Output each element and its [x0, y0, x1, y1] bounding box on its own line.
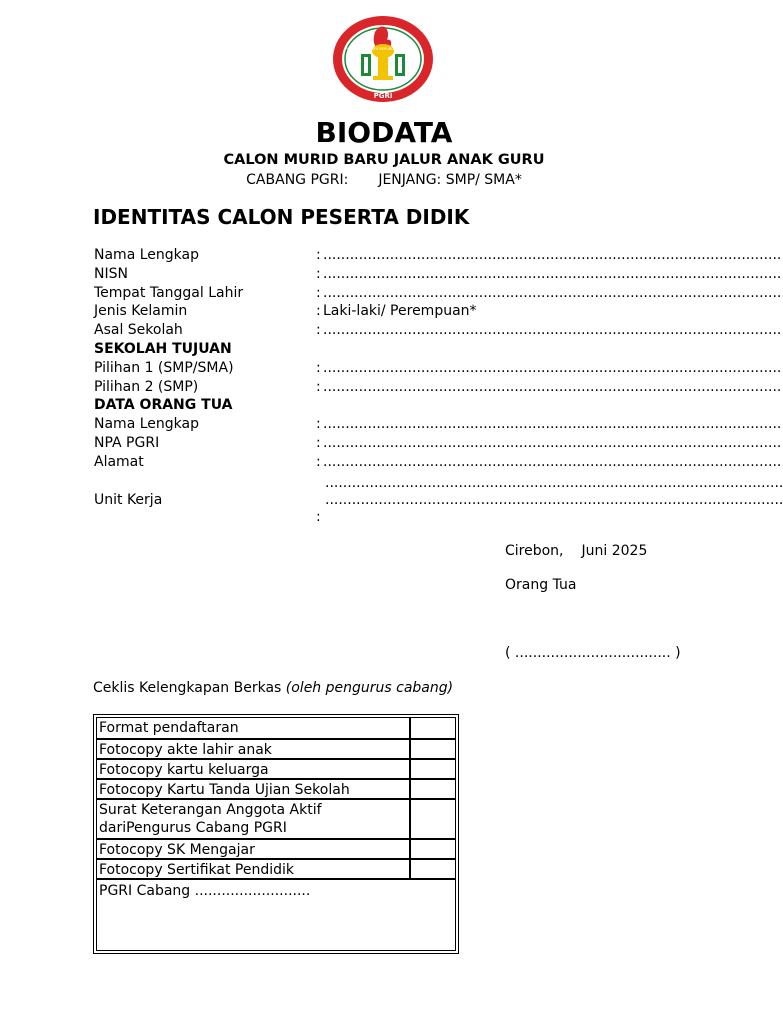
- field-colon: :: [316, 454, 321, 470]
- field-value[interactable]: .......................................................................................................: [323, 266, 782, 282]
- form-row: [94, 265, 782, 284]
- address-continuation[interactable]: .......................................................................................................: [325, 475, 783, 491]
- checklist-row: [97, 800, 455, 840]
- field-colon: :: [316, 247, 321, 263]
- checklist-row: [97, 840, 455, 860]
- level-label: JENJANG: SMP/ SMA*: [378, 172, 522, 188]
- checklist-item-label: Fotocopy kartu keluarga: [99, 762, 269, 778]
- form-row: [94, 302, 734, 321]
- checklist-checkbox[interactable]: [409, 718, 455, 738]
- signature-place: Cirebon,: [505, 543, 564, 559]
- field-colon: :: [316, 266, 321, 282]
- checklist-title-text: Ceklis Kelengkapan Berkas: [93, 680, 282, 696]
- checklist-row: [97, 740, 455, 760]
- field-label: NPA PGRI: [94, 435, 160, 451]
- form-row: [94, 434, 782, 453]
- form-row: [94, 321, 782, 340]
- field-label: Alamat: [94, 454, 144, 470]
- branch-line: [0, 172, 768, 188]
- checklist-checkbox[interactable]: [409, 740, 455, 758]
- logo-ring-caption: PERSATUAN GURU REPUBLIK INDONESIA: [345, 47, 418, 51]
- checklist-item-label: Surat Keterangan Anggota Aktif dariPengurus Cabang PGRI: [99, 802, 322, 836]
- document-subtitle: CALON MURID BARU JALUR ANAK GURU: [223, 152, 545, 168]
- field-label: Pilihan 1 (SMP/SMA): [94, 360, 234, 376]
- signature-name[interactable]: ( ................................... ): [505, 645, 681, 661]
- field-colon: :: [316, 416, 321, 432]
- field-colon: :: [316, 509, 321, 525]
- checklist-checkbox[interactable]: [409, 780, 455, 798]
- field-value[interactable]: .......................................................................................................: [323, 285, 782, 301]
- field-label: Asal Sekolah: [94, 322, 183, 338]
- form-row: [94, 378, 782, 397]
- field-label: Nama Lengkap: [94, 416, 199, 432]
- field-label: Nama Lengkap: [94, 247, 199, 263]
- form-subheading: [94, 340, 734, 359]
- checklist-title-note: (oleh pengurus cabang): [285, 680, 454, 696]
- signature-role: Orang Tua: [505, 577, 577, 593]
- field-colon: :: [316, 303, 321, 319]
- field-label: Pilihan 2 (SMP): [94, 379, 199, 395]
- form-row: [94, 359, 782, 378]
- field-colon: :: [316, 322, 321, 338]
- form-row: [94, 284, 782, 303]
- field-value[interactable]: .......................................................................................................: [323, 322, 782, 338]
- checklist-footer: PGRI Cabang ..........................: [99, 883, 311, 899]
- checklist-checkbox[interactable]: [409, 800, 455, 838]
- form-subheading: [94, 396, 734, 415]
- field-value[interactable]: .......................................................................................................: [323, 360, 782, 376]
- form-row: [94, 415, 782, 434]
- field-value[interactable]: .......................................................................................................: [323, 247, 782, 263]
- signature-date: Juni 2025: [581, 543, 648, 559]
- checklist-item-label: Fotocopy Kartu Tanda Ujian Sekolah: [99, 782, 350, 798]
- checklist-checkbox[interactable]: [409, 840, 455, 858]
- field-colon: :: [316, 435, 321, 451]
- signature-place-date: [505, 543, 647, 559]
- checklist-row: [97, 860, 455, 880]
- checklist-title: [93, 680, 453, 696]
- subheading-label: SEKOLAH TUJUAN: [94, 341, 232, 357]
- checklist-table: [93, 714, 459, 954]
- field-label: Jenis Kelamin: [94, 303, 188, 319]
- section-heading: IDENTITAS CALON PESERTA DIDIK: [93, 205, 470, 229]
- checklist-item-label: Fotocopy SK Mengajar: [99, 842, 255, 858]
- branch-label: CABANG PGRI:: [246, 172, 349, 188]
- svg-text:PGRI: PGRI: [373, 92, 393, 100]
- subheading-label: DATA ORANG TUA: [94, 397, 233, 413]
- field-colon: :: [316, 379, 321, 395]
- form-row: [94, 453, 782, 472]
- field-colon: :: [316, 360, 321, 376]
- gender-value[interactable]: Laki-laki/ Perempuan*: [323, 303, 477, 319]
- field-colon: :: [316, 285, 321, 301]
- checklist-row: [97, 760, 455, 780]
- checklist-checkbox[interactable]: [409, 860, 455, 878]
- field-value[interactable]: .......................................................................................................: [323, 416, 782, 432]
- checklist-item-label: Fotocopy Sertifikat Pendidik: [99, 862, 294, 878]
- checklist-item-label: Format pendaftaran: [99, 720, 239, 736]
- field-label: NISN: [94, 266, 128, 282]
- field-label: Tempat Tanggal Lahir: [94, 285, 244, 301]
- form-row: [94, 246, 782, 265]
- checklist-checkbox[interactable]: [409, 760, 455, 778]
- checklist-row: [97, 718, 455, 740]
- form-row: [94, 491, 783, 510]
- field-label: Unit Kerja: [94, 492, 163, 508]
- document-title: BIODATA: [315, 116, 453, 149]
- field-value[interactable]: .......................................................................................................: [325, 492, 783, 508]
- pgri-logo: [331, 14, 435, 104]
- field-value[interactable]: .......................................................................................................: [323, 435, 782, 451]
- field-value[interactable]: .......................................................................................................: [323, 454, 782, 470]
- field-value[interactable]: .......................................................................................................: [323, 379, 782, 395]
- checklist-item-label: Fotocopy akte lahir anak: [99, 742, 272, 758]
- checklist-row: [97, 780, 455, 800]
